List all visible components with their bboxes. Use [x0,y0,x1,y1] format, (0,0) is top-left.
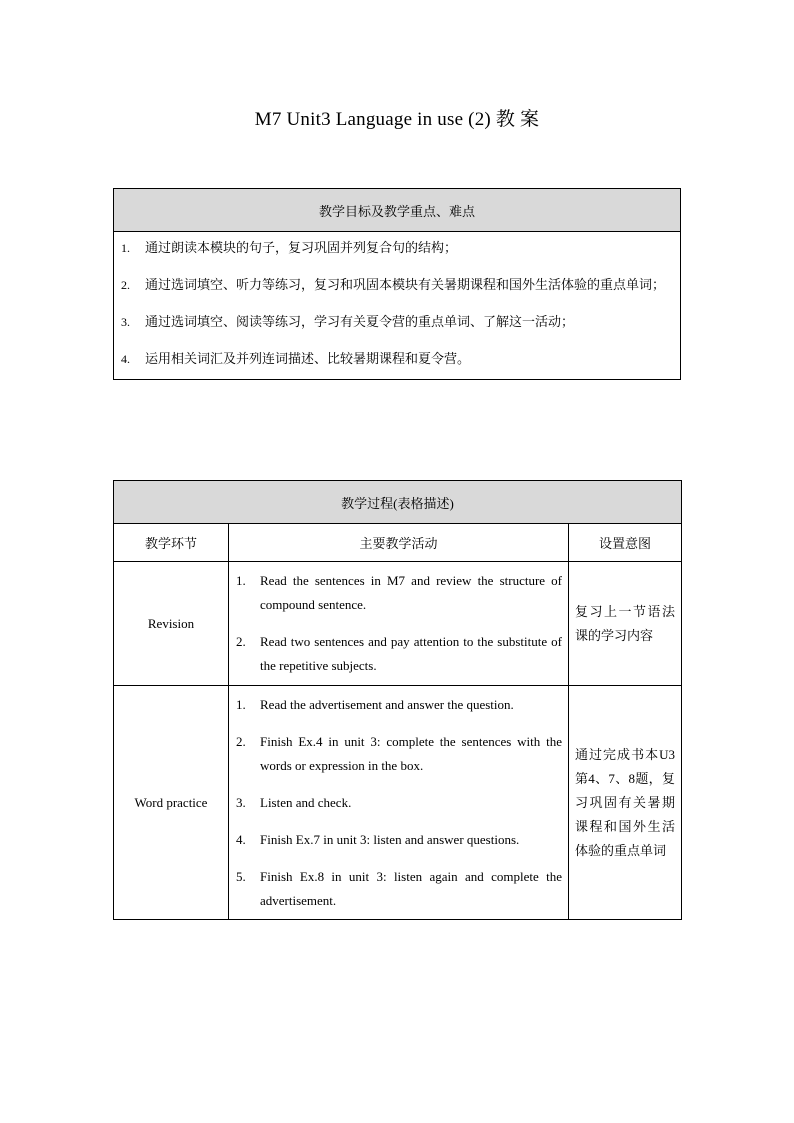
activity-number: 3. [236,794,246,810]
activity-item [235,569,562,617]
activity-text: Finish Ex.4 in unit 3: complete the sentences with the words or expression in the box. [260,733,562,773]
activity-number: 4. [236,831,246,847]
objective-text: 运用相关词汇及并列连词描述、比较暑期课程和夏令营。 [145,351,471,366]
objective-number: 4. [121,352,130,366]
activity-item [235,865,562,913]
activity-item [235,791,562,815]
objectives-list [120,236,674,371]
activity-text: Finish Ex.8 in unit 3: listen again and complete the advertisement. [260,868,562,908]
objectives-table [113,188,681,380]
activity-number: 1. [236,696,246,712]
activities-cell [229,686,569,920]
activity-item [235,730,562,778]
process-table [113,480,682,920]
objectives-header: 教学目标及教学重点、难点 [114,189,681,232]
objective-text: 通过选词填空、听力等练习，复习和巩固本模块有关暑期课程和国外生活体验的重点单词； [145,277,666,292]
objective-item [120,273,674,297]
objective-item [120,310,674,334]
column-header-stage: 教学环节 [114,524,229,562]
table-row [114,686,682,920]
activity-text: Read the advertisement and answer the question. [260,696,514,712]
objective-number: 3. [121,315,130,329]
activities-cell [229,562,569,686]
activity-item [235,828,562,852]
objective-item [120,236,674,260]
purpose-text: 通过完成书本U3第4、7、8题，复习巩固有关暑期课程和国外生活体验的重点单词 [575,746,675,858]
objective-text: 通过选词填空、阅读等练习，学习有关夏令营的重点单词、了解这一活动； [145,314,575,329]
purpose-cell [569,686,682,920]
objectives-body [114,232,681,380]
activity-number: 1. [236,573,246,588]
activity-text: Finish Ex.7 in unit 3: listen and answer questions. [260,831,520,847]
activity-list [235,569,562,678]
stage-cell: Word practice [114,686,229,920]
activity-text: Listen and check. [260,794,352,810]
purpose-cell [569,562,682,686]
column-header-activities: 主要教学活动 [229,524,569,562]
objective-number: 2. [121,278,130,292]
activity-text: Read the sentences in M7 and review the structure of compound sentence. [260,573,562,612]
activity-number: 2. [236,733,246,749]
stage-cell: Revision [114,562,229,686]
process-header: 教学过程(表格描述) [114,481,682,524]
activity-number: 5. [236,868,246,884]
activity-item [235,630,562,678]
column-header-purpose: 设置意图 [569,524,682,562]
activity-number: 2. [236,634,246,649]
objective-text: 通过朗读本模块的句子，复习巩固并列复合句的结构； [145,240,458,255]
objective-number: 1. [121,241,130,255]
activity-item [235,693,562,717]
purpose-text: 复习上一节语法课的学习内容 [575,603,675,643]
activity-text: Read two sentences and pay attention to the substitute of the repetitive subjects. [260,634,562,673]
objective-item [120,347,674,371]
document-title: M7 Unit3 Language in use (2) 教 案 [254,109,540,130]
table-row [114,562,682,686]
activity-list [235,693,562,913]
